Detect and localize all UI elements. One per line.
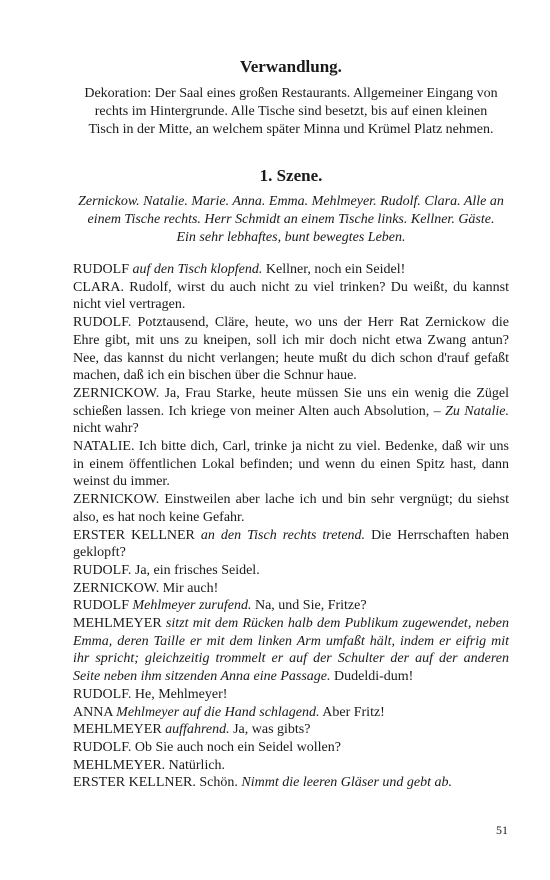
speaker-name: ANNA (73, 704, 113, 720)
stage-direction: auffahrend. (165, 722, 230, 738)
spoken-text: Potztausend, Cläre, heute, wo uns der Herr Rat Zernickow die Ehre gibt, mit uns zu kneipen, soll ich mir doch nicht etwa Zwang antun? Nee, das kannst du nicht verlangen; heute mußt du dich schon d'rauf gefaßt machen, daß ich ein bischen über die Schnur haue. (73, 315, 509, 384)
stage-direction: Zu Natalie. (445, 403, 509, 419)
speaker-name: ERSTER KELLNER. (73, 775, 196, 791)
dialogue (73, 261, 509, 792)
dialogue-line (73, 721, 509, 739)
cast-list (73, 193, 509, 247)
dialogue-line (73, 774, 509, 792)
spoken-text: Ja, was gibts? (233, 722, 311, 738)
speaker-name: RUDOLF. (73, 315, 132, 331)
speaker-name: CLARA. (73, 279, 124, 295)
speaker-name: RUDOLF (73, 598, 130, 614)
spoken-text: Ich bitte dich, Carl, trinke ja nicht zu viel. Bedenke, daß wir uns in einem öffentlichen Lokal befinden; und wenn du einen Spitz hast, dann weinst du immer. (73, 439, 509, 490)
spoken-text: Na, und Sie, Fritze? (254, 598, 367, 614)
dialogue-line (73, 704, 509, 722)
speaker-name: MEHLMEYER (73, 722, 162, 738)
speaker-name: RUDOLF. (73, 562, 132, 578)
spoken-text: Ja, Frau Starke, heute müssen Sie uns ein wenig die Zügel schießen lassen. Ich kriege von meiner Alten auch Absolution, – (73, 385, 510, 419)
stage-direction: Mehlmeyer zurufend. (132, 598, 252, 614)
spoken-text: Die Herrschaften haben geklopft? (73, 527, 510, 561)
dialogue-line (73, 314, 509, 385)
speaker-name: MEHLMEYER. (73, 757, 166, 773)
dialogue-line (73, 615, 509, 686)
spoken-text: Mir auch! (162, 580, 219, 596)
dialogue-line (73, 739, 509, 757)
speaker-name: ZERNICKOW. (73, 492, 160, 508)
speaker-name: RUDOLF. (73, 686, 132, 702)
dialogue-line (73, 279, 509, 314)
dialogue-line (73, 562, 509, 580)
stage-direction: auf den Tisch klopfend. (132, 262, 263, 277)
speaker-name: NATALIE. (73, 439, 135, 455)
page-number: 51 (496, 823, 508, 837)
spoken-text: He, Mehlmeyer! (134, 686, 228, 702)
speaker-name: ZERNICKOW. (73, 580, 160, 596)
spoken-text: Ob Sie auch noch ein Seidel wollen? (134, 739, 341, 755)
spoken-text: Dudeldi-dum! (334, 669, 414, 685)
stage-direction: sitzt mit dem Rücken halb dem Publikum zugewendet, neben Emma, deren Taille er mit dem linken Arm umfaßt hält, indem er eifrig mit ihr spricht; gleichzeitig trommelt er auf der Schulter der auf der anderen Seite neben ihm sitzenden Anna eine Passage. (73, 616, 509, 685)
dialogue-line (73, 385, 509, 438)
spoken-text: Aber Fritz! (322, 704, 385, 720)
spoken-text: Ja, ein frisches Seidel. (134, 562, 260, 578)
stage-direction: an den Tisch rechts tretend. (200, 527, 366, 543)
dialogue-line (73, 261, 509, 279)
cast-line: Ein sehr lebhaftes, bunt bewegtes Leben. (176, 230, 406, 245)
book-page (73, 56, 509, 792)
speaker-name: ZERNICKOW. (73, 385, 160, 401)
dialogue-line (73, 527, 509, 562)
spoken-text: nicht wahr? (73, 421, 139, 437)
spoken-text: Einstweilen aber lache ich und bin sehr vergnügt; du siehst also, es hat noch keine Gefahr. (73, 492, 510, 525)
stage-direction: Mehlmeyer auf die Hand schlagend. (116, 704, 320, 720)
speaker-name: RUDOLF. (73, 739, 132, 755)
dialogue-line (73, 757, 509, 775)
stage-direction: Nimmt die leeren Gläser und gebt ab. (241, 775, 453, 791)
spoken-text: Rudolf, wirst du auch nicht zu viel trinken? Du weißt, du kannst nicht viel vertragen. (73, 279, 509, 313)
dialogue-line (73, 597, 509, 615)
speaker-name: ERSTER KELLNER (73, 527, 195, 543)
dialogue-line (73, 580, 509, 598)
dialogue-line (73, 686, 509, 704)
spoken-text: Natürlich. (168, 757, 226, 773)
stage-setting-description: Dekoration: Der Saal eines großen Restaurants. Allgemeiner Eingang von rechts im Hintergrunde. Alle Tische sind besetzt, bis auf einen kleinen Tisch in der Mitte, an welchem später Minna und Krümel Platz nehmen. (84, 86, 498, 137)
cast-line: Zernickow. Natalie. Marie. Anna. Emma. Mehlmeyer. Rudolf. Clara. Alle an einem Tische rechts. Herr Schmidt an einem Tische links. Kellner. Gäste. (78, 194, 504, 227)
dialogue-line (73, 491, 509, 526)
speaker-name: RUDOLF (73, 262, 130, 277)
spoken-text: Schön. (199, 775, 238, 791)
scene-heading: 1. Szene. (259, 166, 323, 185)
spoken-text: Kellner, noch ein Seidel! (265, 262, 406, 277)
act-heading: Verwandlung. (240, 57, 342, 76)
speaker-name: MEHLMEYER (73, 616, 162, 632)
dialogue-line (73, 438, 509, 491)
